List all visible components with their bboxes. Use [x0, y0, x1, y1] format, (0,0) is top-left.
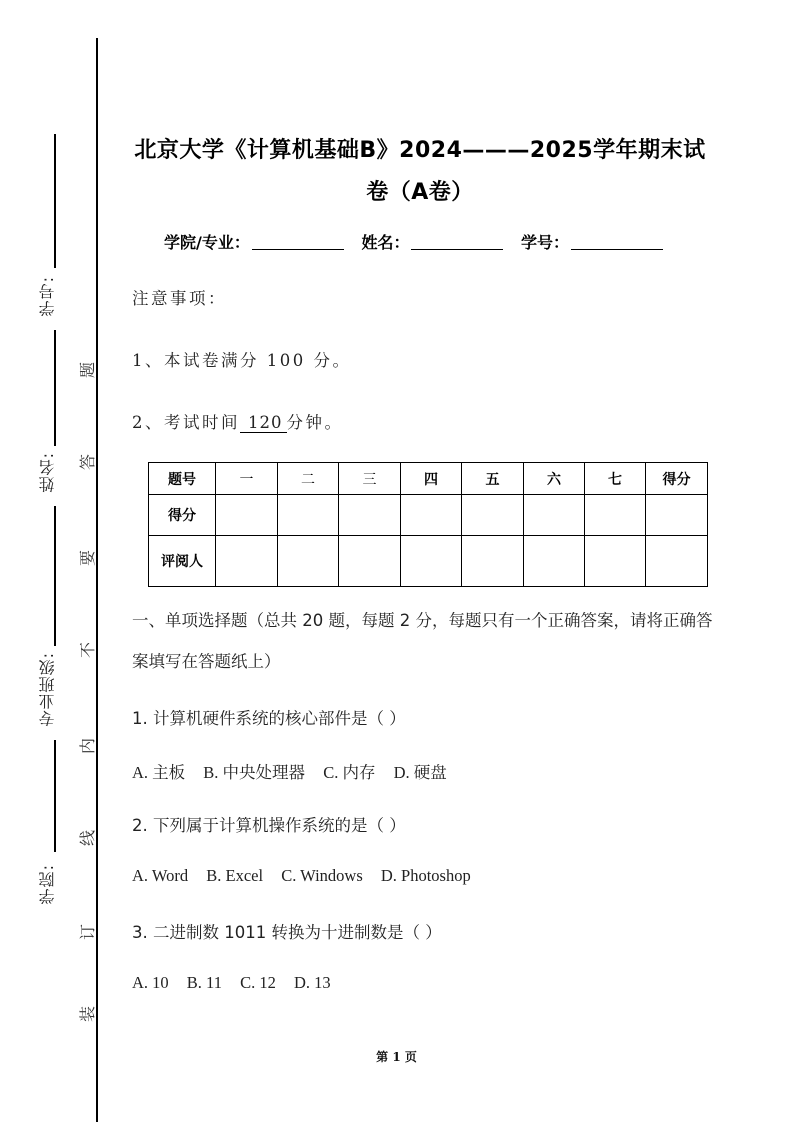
grader-cell[interactable] [646, 536, 708, 587]
header-cell: 二 [278, 463, 339, 495]
row-label: 得分 [149, 495, 216, 536]
notes-heading: 注意事项： [132, 289, 227, 308]
option-b: B. 11 [186, 973, 222, 992]
grader-cell[interactable] [216, 536, 278, 587]
seal-char: 装 [78, 1006, 97, 1023]
grader-row [149, 536, 708, 587]
option-c: C. Windows [281, 866, 363, 885]
option-a: A. 主板 [132, 763, 186, 782]
option-d: D. 硬盘 [393, 763, 447, 782]
seal-char: 内 [78, 738, 97, 755]
score-table [148, 462, 708, 587]
header-cell: 题号 [149, 463, 216, 495]
student-id-blank-line [54, 134, 56, 268]
exam-title-line2: 卷（A卷） [366, 180, 474, 205]
option-d: D. Photoshop [380, 866, 471, 885]
class-blank-line [54, 506, 56, 646]
header-cell: 五 [462, 463, 524, 495]
score-cell[interactable] [339, 495, 401, 536]
question-3-stem: 3. 二进制数 1011 转换为十进制数是（ ） [132, 923, 442, 942]
name-field-label: 姓名： [361, 233, 410, 252]
header-cell: 六 [524, 463, 585, 495]
question-1-stem: 1. 计算机硬件系统的核心部件是（ ） [132, 709, 406, 728]
name-label: 姓名: [38, 452, 57, 493]
score-row [149, 495, 708, 536]
student-id-label: 学号: [38, 276, 57, 317]
option-d: D. 13 [293, 973, 331, 992]
college-label: 学院: [38, 864, 57, 905]
question-1-options [132, 759, 461, 783]
option-b: B. Excel [206, 866, 264, 885]
header-cell: 得分 [646, 463, 708, 495]
seal-char: 不 [78, 642, 97, 659]
option-c: C. 内存 [323, 763, 376, 782]
score-cell[interactable] [401, 495, 462, 536]
row-label: 评阅人 [149, 536, 216, 587]
name-blank-line-upper [54, 330, 56, 446]
college-major-blank[interactable] [252, 235, 344, 250]
college-major-label: 学院/专业： [164, 233, 250, 252]
name-blank[interactable] [411, 235, 503, 250]
grader-cell[interactable] [462, 536, 524, 587]
score-table-header-row [149, 463, 708, 495]
grader-cell[interactable] [585, 536, 646, 587]
seal-char: 订 [78, 924, 97, 941]
option-a: A. 10 [132, 973, 169, 992]
grader-cell[interactable] [524, 536, 585, 587]
grader-cell[interactable] [339, 536, 401, 587]
binding-line [96, 38, 98, 1122]
header-cell: 三 [339, 463, 401, 495]
seal-char: 线 [78, 830, 97, 847]
score-cell[interactable] [646, 495, 708, 536]
grader-cell[interactable] [278, 536, 339, 587]
note-item-2 [132, 409, 344, 433]
seal-char: 要 [78, 550, 97, 567]
question-2-options [132, 866, 485, 886]
college-blank-line [54, 740, 56, 852]
option-a: A. Word [132, 866, 189, 885]
option-c: C. 12 [240, 973, 276, 992]
note-item-2-prefix: 2、考试时间 [132, 413, 240, 432]
student-id-blank[interactable] [571, 235, 663, 250]
question-3-options [132, 973, 345, 993]
exam-duration-value: 120 [240, 413, 287, 433]
score-cell[interactable] [278, 495, 339, 536]
grader-cell[interactable] [401, 536, 462, 587]
header-cell: 四 [401, 463, 462, 495]
note-item-2-suffix: 分钟。 [286, 413, 344, 432]
note-item-1: 1、本试卷满分 100 分。 [132, 351, 352, 370]
score-cell[interactable] [585, 495, 646, 536]
score-cell[interactable] [216, 495, 278, 536]
score-cell[interactable] [462, 495, 524, 536]
major-class-label: 专业班级: [38, 652, 57, 727]
exam-title-line1: 北京大学《计算机基础B》2024———2025学年期末试 [134, 138, 706, 163]
seal-char: 答 [78, 454, 97, 471]
student-info-line [164, 230, 675, 253]
option-b: B. 中央处理器 [203, 763, 306, 782]
section-1-heading: 一、单项选择题（总共 20 题，每题 2 分，每题只有一个正确答案，请将正确答案填写在答题纸上） [132, 611, 713, 671]
question-2-stem: 2. 下列属于计算机操作系统的是（ ） [132, 816, 406, 835]
page-number: 第 1 页 [376, 1050, 417, 1064]
seal-char: 题 [78, 362, 97, 379]
header-cell: 一 [216, 463, 278, 495]
student-id-field-label: 学号： [521, 233, 570, 252]
score-cell[interactable] [524, 495, 585, 536]
header-cell: 七 [585, 463, 646, 495]
